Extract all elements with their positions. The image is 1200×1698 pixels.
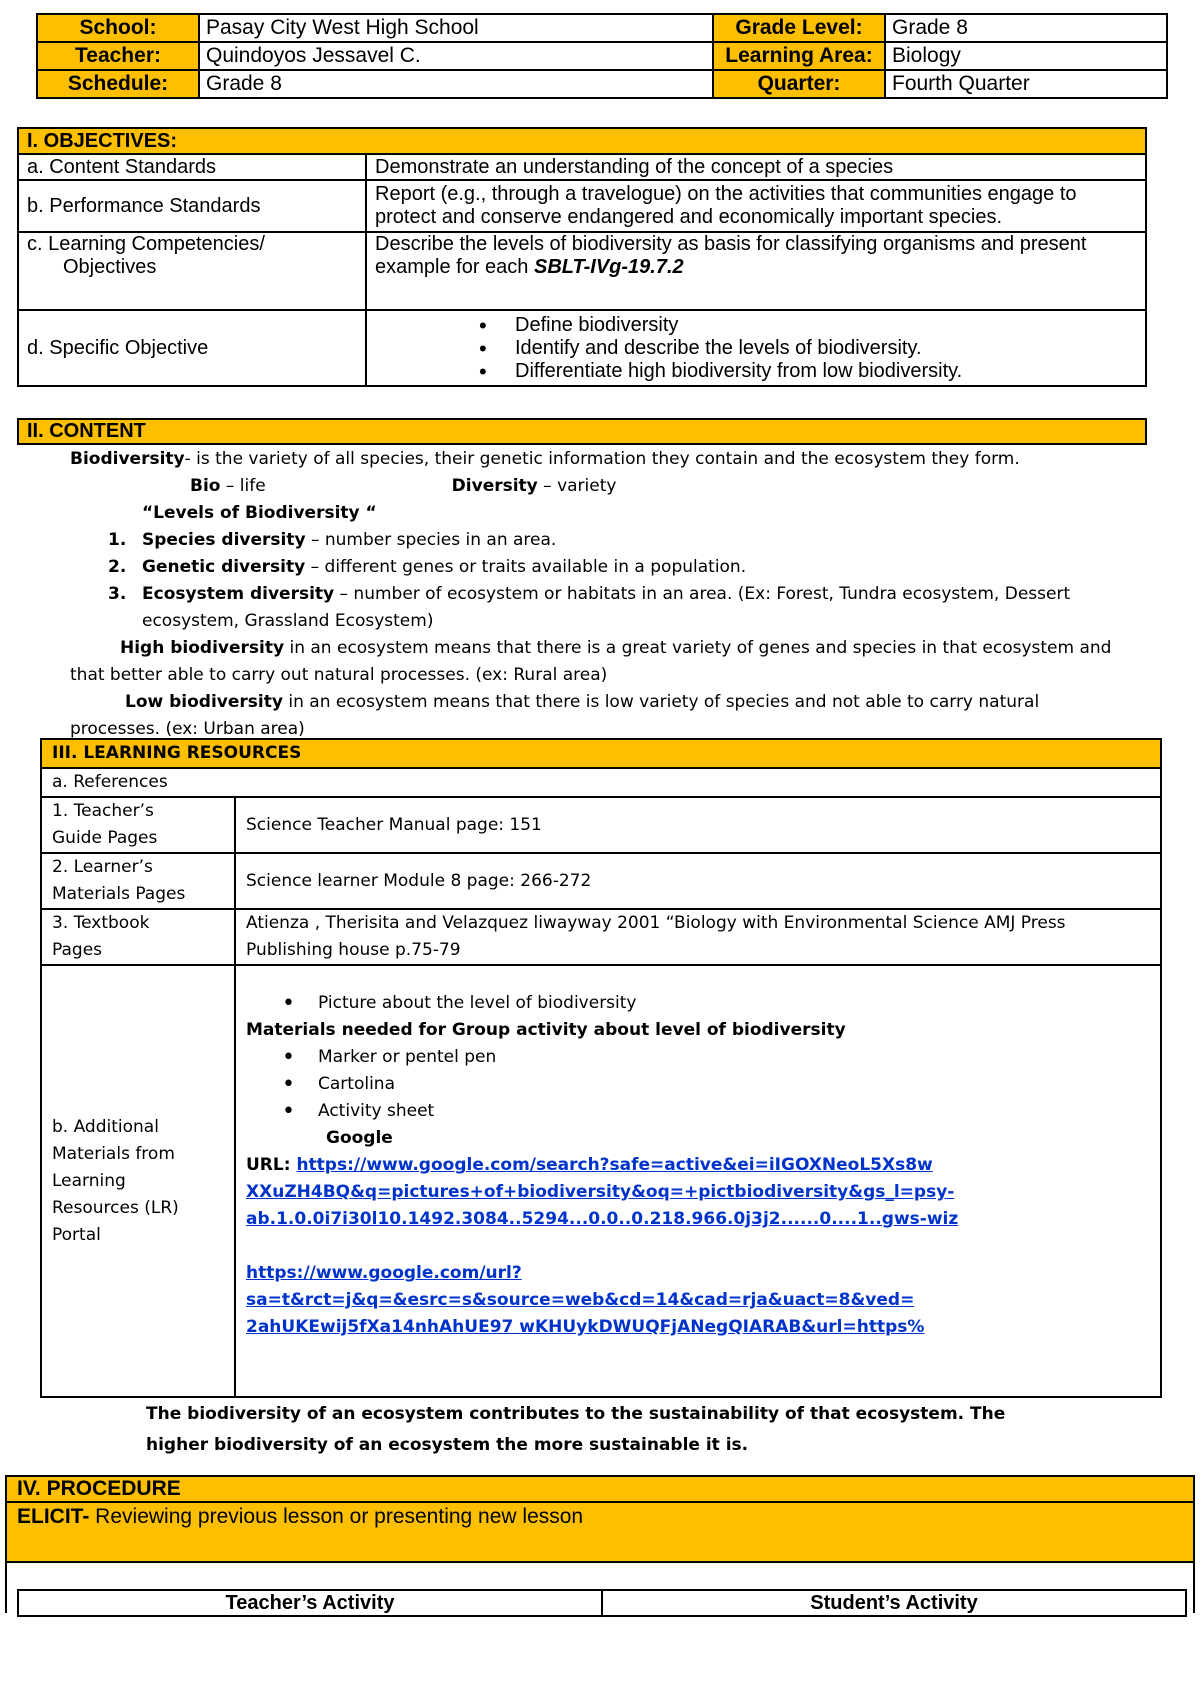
additional-label-line: Learning	[52, 1170, 126, 1191]
learner-materials-label-line2: Materials Pages	[52, 884, 186, 904]
list-item	[70, 581, 1120, 635]
list-number: 1.	[108, 530, 127, 550]
additional-materials-label	[41, 965, 235, 1397]
additional-label-line: Portal	[52, 1224, 101, 1245]
additional-materials-value	[235, 965, 1161, 1397]
activity-header-table	[17, 1589, 1187, 1617]
content-title: II. CONTENT	[18, 419, 1146, 444]
teacher-guide-label-line1: 1. Teacher’s	[52, 801, 154, 821]
school-label: School:	[37, 14, 199, 42]
bio-diversity-line	[70, 473, 1120, 500]
references-label: a. References	[41, 768, 1161, 797]
list-number: 3.	[108, 584, 127, 604]
list-item	[70, 527, 1120, 554]
teacher-guide-label	[41, 797, 235, 853]
low-biodiversity-paragraph	[70, 689, 1120, 743]
biodiversity-def-text: - is the variety of all species, their genetic information they contain and the ecosystem they form.	[184, 449, 1020, 469]
materials-list	[282, 1044, 1150, 1125]
bio-term: Bio	[190, 476, 221, 496]
textbook-label-line1: 3. Textbook	[52, 913, 150, 933]
level-term: Genetic diversity	[142, 557, 306, 577]
list-item: • Cartolina	[282, 1071, 1150, 1098]
area-value: Biology	[885, 42, 1167, 70]
low-def: in an ecosystem means that there is low variety of species and not able to carry natural processes. (ex: Urban area)	[70, 692, 1040, 739]
elicit-line	[7, 1503, 1193, 1563]
materials-title: Materials needed for Group activity about level of biodiversity	[246, 1020, 846, 1040]
additional-label-line: Resources (LR)	[52, 1197, 179, 1218]
level-term: Ecosystem diversity	[142, 584, 335, 604]
picture-list	[282, 990, 1150, 1017]
content-standards-label: a. Content Standards	[18, 154, 366, 180]
url1-link-line1[interactable]: https://www.google.com/search?safe=active&ei=iIGOXNeoL5Xs8w	[296, 1155, 933, 1175]
specific-objective-list	[479, 314, 1137, 383]
high-term: High biodiversity	[120, 638, 285, 658]
teacher-guide-label-line2: Guide Pages	[52, 828, 158, 848]
additional-label-line: b. Additional	[52, 1116, 159, 1137]
list-number: 2.	[108, 557, 127, 577]
quarter-value: Fourth Quarter	[885, 70, 1167, 98]
elicit-text: Reviewing previous lesson or presenting new lesson	[89, 1505, 584, 1528]
level-term: Species diversity	[142, 530, 306, 550]
diversity-def: – variety	[537, 476, 617, 496]
url2-block	[246, 1260, 1150, 1341]
url1-link-line3[interactable]: ab.1.0.0i7i30l10.1492.3084..5294...0.0..0.218.966.0j3j2......0....1..gws-wiz	[246, 1209, 959, 1229]
teacher-value: Quindoyos Jessavel C.	[199, 42, 713, 70]
low-term: Low biodiversity	[125, 692, 283, 712]
high-biodiversity-paragraph	[70, 635, 1120, 689]
list-item: • Marker or pentel pen	[282, 1044, 1150, 1071]
biodiversity-term: Biodiversity	[70, 449, 185, 469]
header-table	[36, 13, 1168, 99]
learning-resources-table	[40, 738, 1162, 1398]
level-def: – different genes or traits available in a population.	[305, 557, 747, 577]
list-item: • Define biodiversity	[479, 314, 1137, 337]
competencies-label-line2: Objectives	[63, 256, 157, 278]
textbook-label	[41, 909, 235, 965]
competencies-label	[18, 232, 366, 310]
schedule-value: Grade 8	[199, 70, 713, 98]
elicit-term: ELICIT-	[17, 1505, 90, 1528]
list-item	[70, 554, 1120, 581]
quarter-label: Quarter:	[713, 70, 885, 98]
levels-title: “Levels of Biodiversity “	[142, 503, 377, 523]
competencies-text: Describe the levels of biodiversity as basis for classifying organisms and present example for each	[375, 233, 1087, 278]
diversity-term: Diversity	[451, 476, 538, 496]
competency-code: SBLT-IVg-19.7.2	[533, 256, 684, 278]
learner-materials-label	[41, 853, 235, 909]
summary-paragraph: The biodiversity of an ecosystem contributes to the sustainability of that ecosystem. The higher biodiversity of an ecosystem the more sustainable it is.	[146, 1399, 1036, 1461]
procedure-box	[5, 1475, 1195, 1613]
content-standards-value: Demonstrate an understanding of the concept of a species	[366, 154, 1146, 180]
specific-objective-value	[366, 310, 1146, 386]
list-item: • Identify and describe the levels of biodiversity.	[479, 337, 1137, 360]
level-def: – number of ecosystem or habitats in an area. (Ex: Forest, Tundra ecosystem, Dessert ecosystem, Grassland Ecosystem)	[142, 584, 1071, 631]
grade-value: Grade 8	[885, 14, 1167, 42]
area-label: Learning Area:	[713, 42, 885, 70]
teacher-guide-value: Science Teacher Manual page: 151	[235, 797, 1161, 853]
grade-label: Grade Level:	[713, 14, 885, 42]
bio-def: – life	[220, 476, 266, 496]
performance-standards-value: Report (e.g., through a travelogue) on the activities that communities engage to protect and conserve endangered and economically important species.	[366, 180, 1146, 232]
url1-block	[246, 1152, 1150, 1233]
additional-label-line: Materials from	[52, 1143, 175, 1164]
teacher-label: Teacher:	[37, 42, 199, 70]
teacher-activity-col: Teacher’s Activity	[18, 1590, 602, 1616]
levels-title-line	[70, 500, 1120, 527]
level-def: – number species in an area.	[305, 530, 557, 550]
list-item: • Differentiate high biodiversity from low biodiversity.	[479, 360, 1137, 383]
google-label: Google	[326, 1128, 393, 1148]
url2-link-line1[interactable]: https://www.google.com/url?sa=t&rct=j&q=&esrc=s&source=web&cd=14&cad=rja&uact=8&ved=	[246, 1263, 915, 1310]
list-item: • Picture about the level of biodiversity	[282, 990, 1150, 1017]
resources-title: III. LEARNING RESOURCES	[41, 739, 1161, 768]
url2-link-line2[interactable]: 2ahUKEwij5fXa14nhAhUE97 wKHUykDWUQFjANegQIARAB&url=https%	[246, 1317, 925, 1337]
procedure-title: IV. PROCEDURE	[7, 1477, 1193, 1503]
content-title-table	[17, 418, 1147, 445]
schedule-label: Schedule:	[37, 70, 199, 98]
school-value: Pasay City West High School	[199, 14, 713, 42]
performance-standards-label: b. Performance Standards	[18, 180, 366, 232]
learner-materials-value: Science learner Module 8 page: 266-272	[235, 853, 1161, 909]
textbook-value: Atienza , Therisita and Velazquez liwayway 2001 “Biology with Environmental Science AMJ Press Publishing house p.75-79	[235, 909, 1161, 965]
high-def: in an ecosystem means that there is a great variety of genes and species in that ecosystem and that better able to carry out natural processes. (ex: Rural area)	[70, 638, 1112, 685]
student-activity-col: Student’s Activity	[602, 1590, 1186, 1616]
levels-list	[70, 527, 1120, 635]
competencies-value	[366, 232, 1146, 310]
content-body	[70, 446, 1120, 743]
specific-objective-label: d. Specific Objective	[18, 310, 366, 386]
url-label: URL:	[246, 1155, 297, 1175]
url1-link-line2[interactable]: XXuZH4BQ&q=pictures+of+biodiversity&oq=+pictbiodiversity&gs_l=psy-	[246, 1182, 955, 1202]
learner-materials-label-line1: 2. Learner’s	[52, 857, 153, 877]
competencies-label-line1: c. Learning Competencies/	[27, 233, 265, 255]
biodiversity-definition	[70, 446, 1120, 473]
objectives-title: I. OBJECTIVES:	[18, 128, 1146, 154]
textbook-label-line2: Pages	[52, 940, 103, 960]
list-item: • Activity sheet	[282, 1098, 1150, 1125]
objectives-table	[17, 127, 1147, 387]
